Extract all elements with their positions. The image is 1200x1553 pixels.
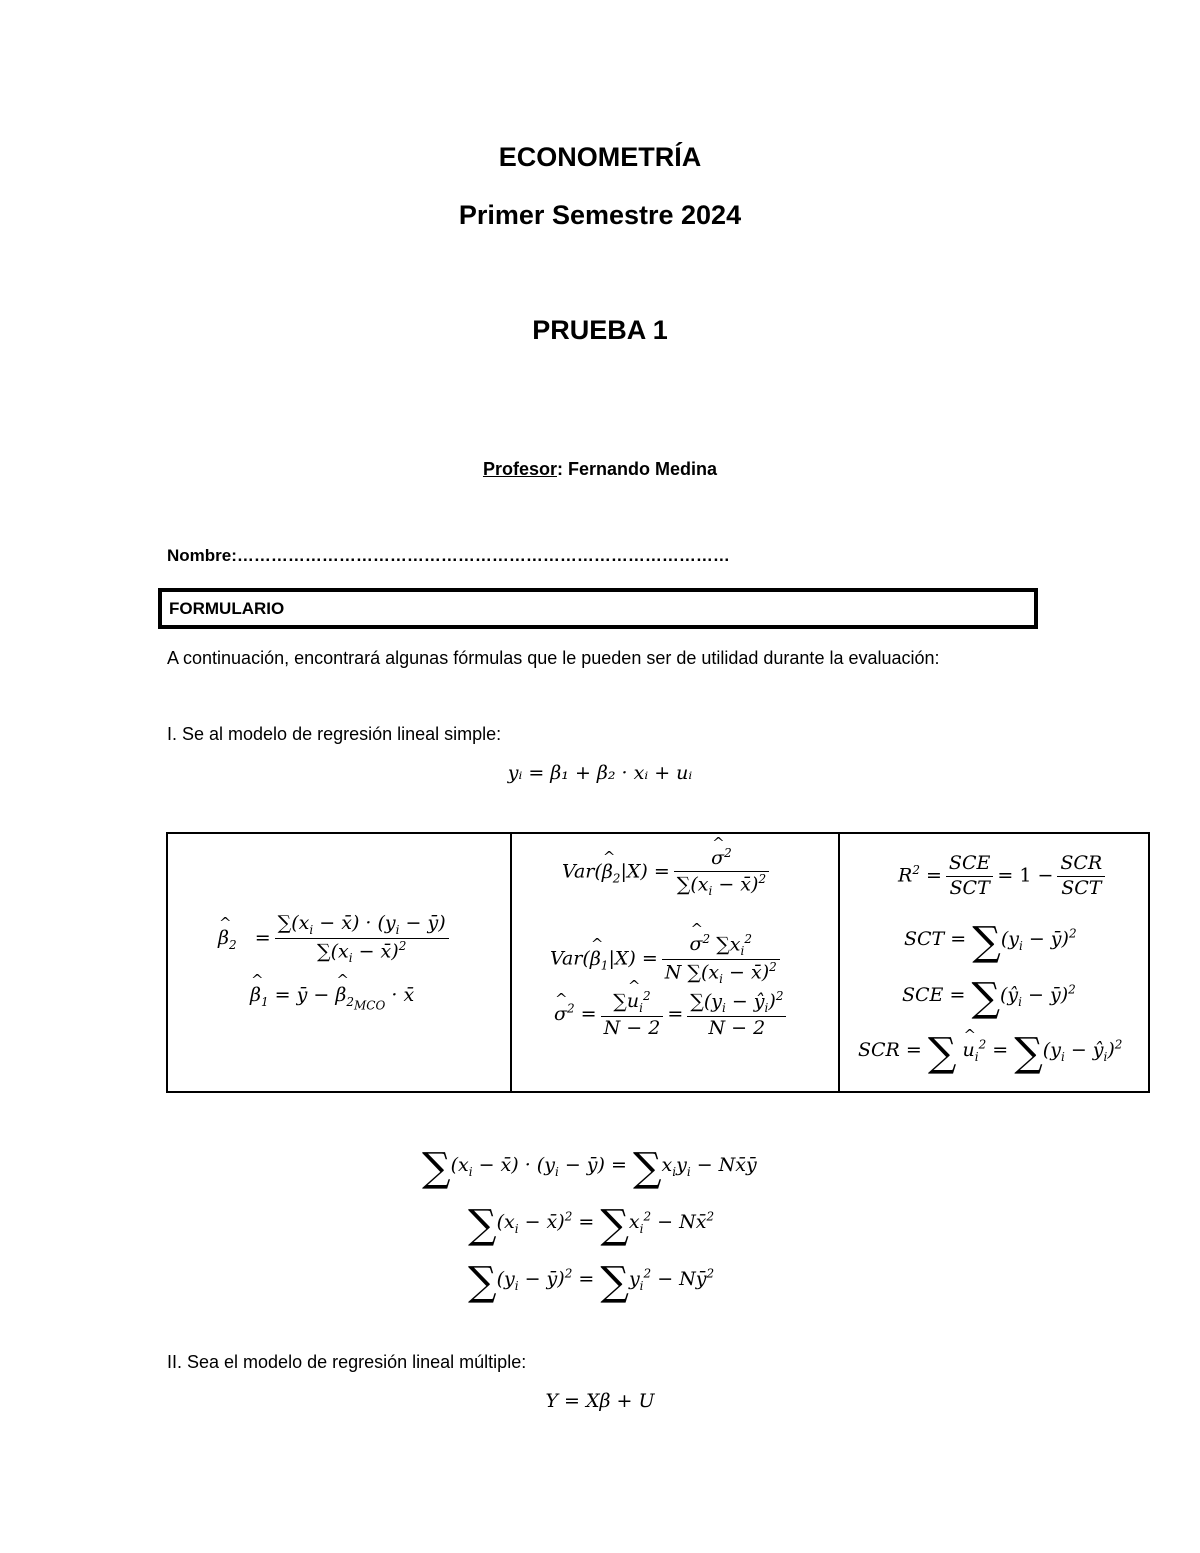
formula-var-beta1: Var(^ $\beta_1|X$) = ^ $\frac{\sigma^2 \sum x_i^2}{N \sum(x_i - x̄)^2}$	[550, 932, 784, 987]
intro-text: A continuación, encontrará algunas fórmulas que le pueden ser de utilidad durante la evaluación:	[167, 648, 940, 668]
professor-separator: :	[557, 459, 563, 479]
formula-sigma2: ^ $\sigma^2$ = $\frac{\sum\^{} u_i^2}{N - 2}$ = $\frac{\sum(y_i - ŷ_i)^2}{N - 2}$	[554, 989, 790, 1041]
identity-sum-squares-y: $\sum(y_i$ − ȳ)$^2$ = $\sum y_i^2$ − $Nȳ^2$	[468, 1259, 715, 1305]
formula-scr: SCR = ∑ ^ $u_i^2 = \sum(y_i$ − $ŷ_i)^2$	[858, 1033, 1122, 1073]
formulario-title: FORMULARIO	[169, 599, 285, 618]
formulario-box	[158, 588, 1038, 629]
formula-table	[166, 832, 1150, 1093]
section-2-model: Y = Xβ + U	[545, 1390, 655, 1412]
formula-sce: SCE = $\sum(ŷ_i$ − ȳ)$^2$	[902, 975, 1076, 1021]
identity-cross-products: $\sum(x_i$ − x̄) · ($y_i$ − ȳ) = $\sum x_iy_i$ − Nx̄ȳ	[422, 1145, 757, 1191]
professor-name: Fernando Medina	[568, 459, 718, 479]
course-title: ECONOMETRÍA	[498, 142, 702, 172]
formula-sct: SCT = $\sum(y_i$ − ȳ)$^2$	[904, 919, 1077, 965]
formula-beta1: ^ $\beta_1$ = ȳ − ^ $\beta_{2_{MCO}}$ · x̄	[250, 984, 414, 1012]
professor-line	[0, 459, 1200, 480]
semester-title: Primer Semestre 2024	[458, 200, 742, 230]
professor-label: Profesor	[482, 459, 557, 479]
exam-title: PRUEBA 1	[532, 315, 668, 345]
table-divider-1	[510, 834, 512, 1091]
formula-var-beta2: Var(^ $\beta_2|X$) = ^ $\frac{\sigma^2}{\sum(x_i - x̄)^2}$	[562, 846, 773, 899]
formula-r2: $R^2$ = $\frac{\text{SCE}}{\text{SCT}}$ = 1 − $\frac{\text{SCR}}{\text{SCT}}$	[898, 852, 1109, 901]
section-2-heading: II. Sea el modelo de regresión lineal múltiple:	[167, 1352, 527, 1372]
section-1-heading: I. Se al modelo de regresión lineal simple:	[167, 724, 502, 744]
table-divider-2	[838, 834, 840, 1091]
identity-sum-squares-x: $\sum(x_i$ − x̄)$^2$ = $\sum x_i^2$ − Nx̄$^2$	[468, 1202, 715, 1248]
formula-beta2: ^ $\beta_2$ = $\frac{\sum(x_i - x̄) \cdot (y_i - ȳ)}{\sum(x_i - x̄)^2}$	[218, 912, 453, 966]
name-field[interactable]: Nombre:……………………………………………………………………………	[167, 546, 730, 565]
section-1-model: yᵢ = β₁ + β₂ · xᵢ + uᵢ	[507, 762, 693, 784]
